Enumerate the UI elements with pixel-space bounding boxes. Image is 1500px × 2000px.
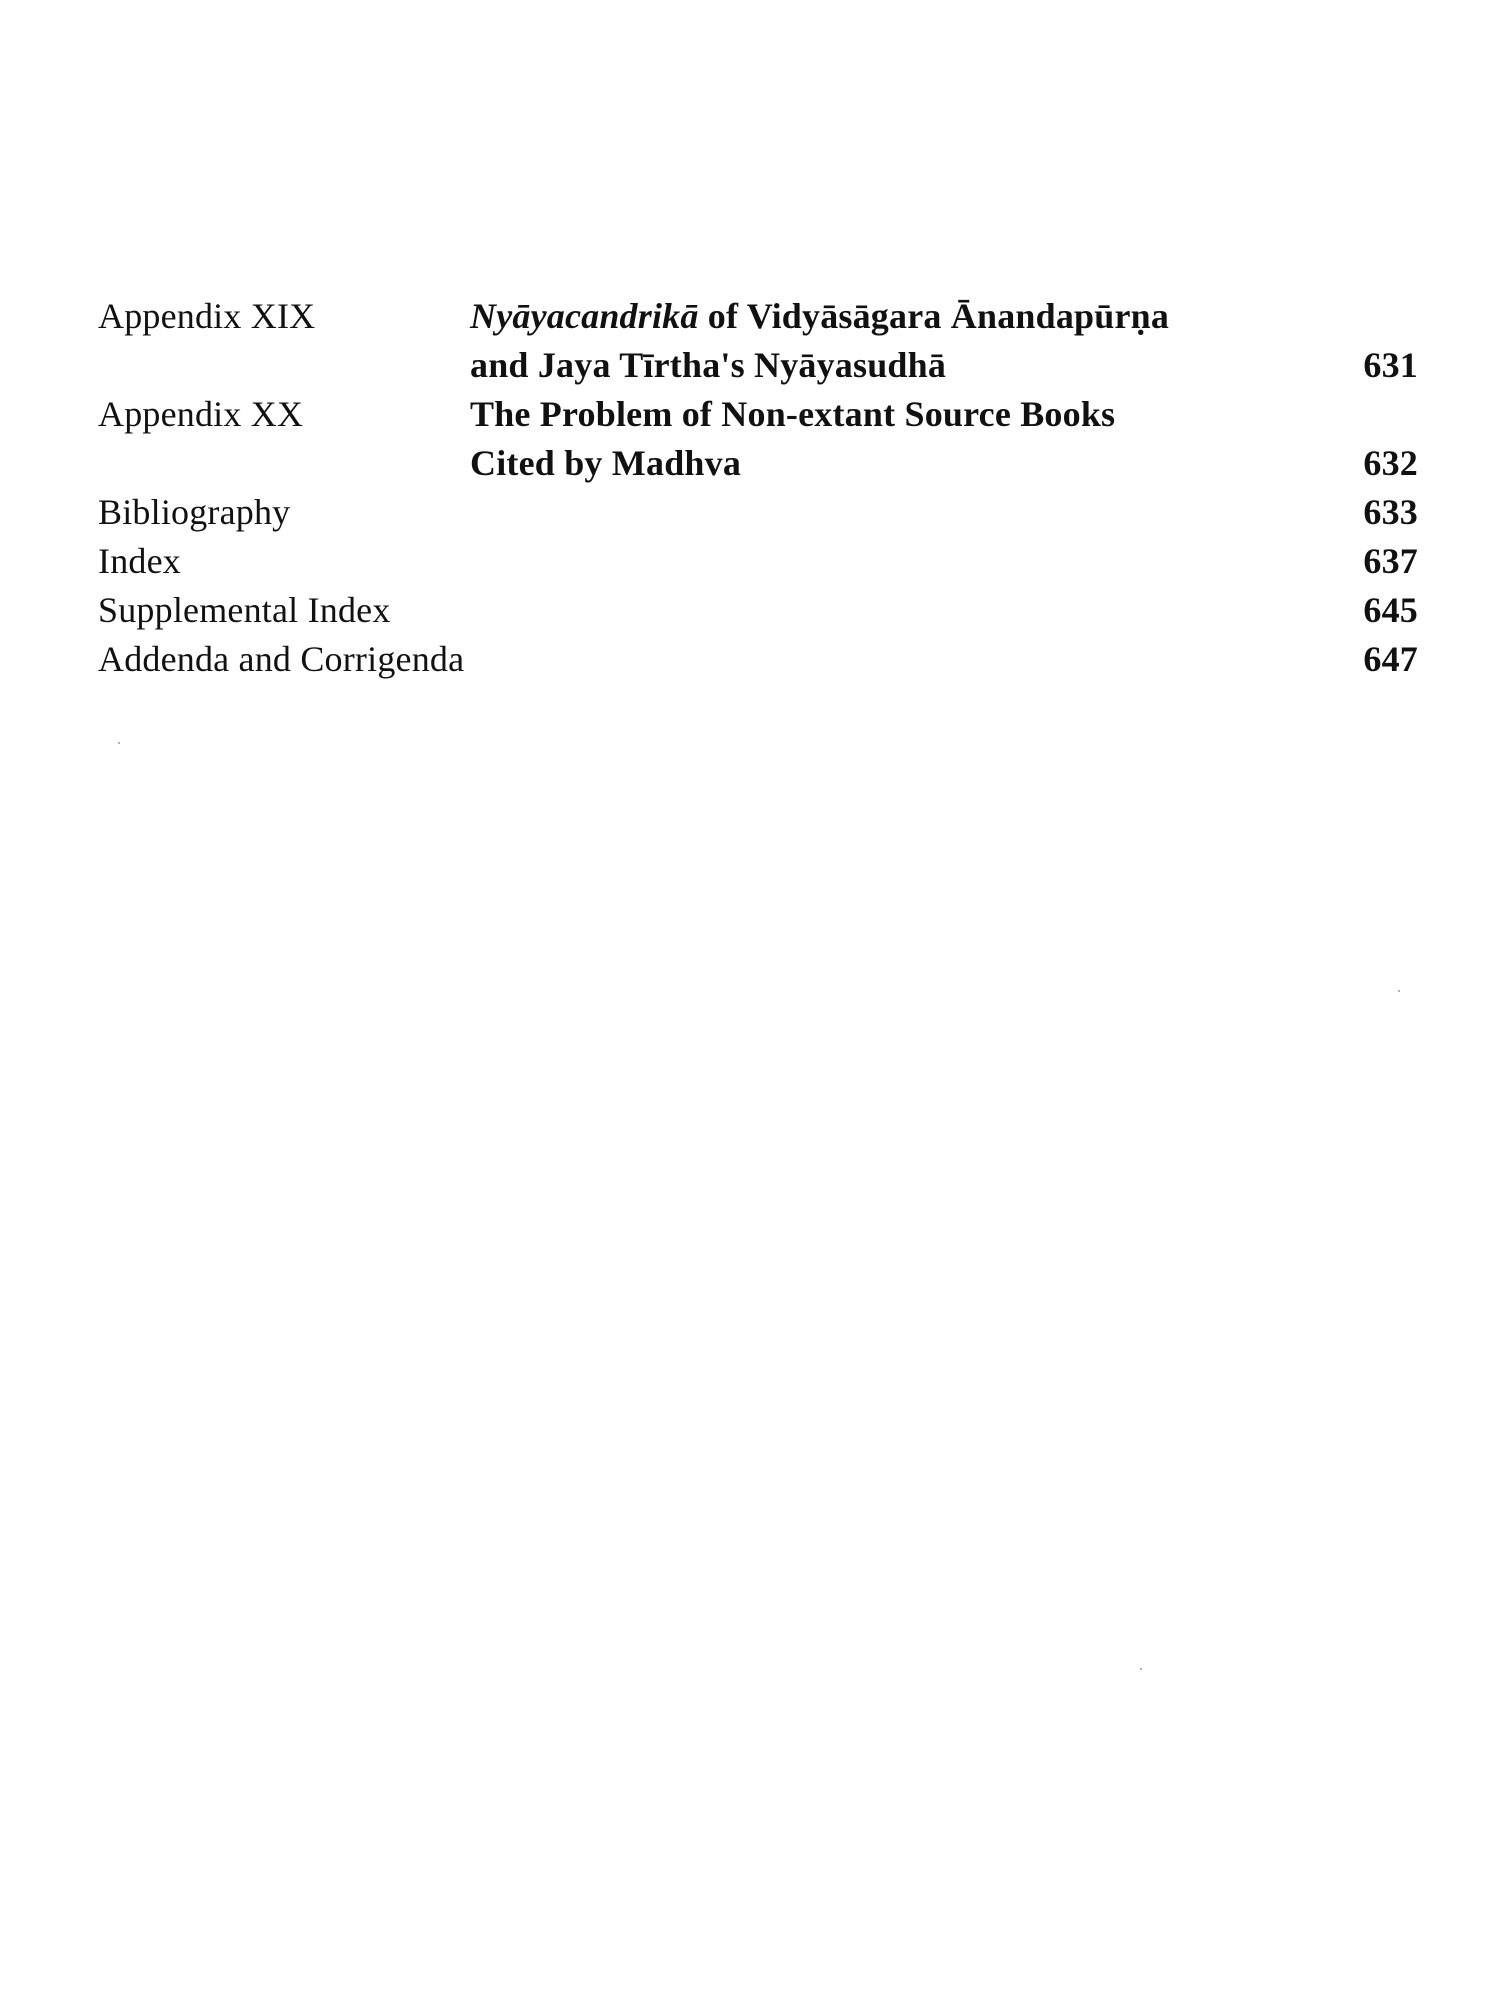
toc-entry-index — [98, 537, 1418, 586]
entry-label: Addenda and Corrigenda — [98, 639, 465, 679]
entry-title-line2: Cited by Madhva — [470, 443, 742, 483]
toc-entry-supplemental-index — [98, 586, 1418, 635]
toc-entry-bibliography — [98, 488, 1418, 537]
entry-page-number: 645 — [1363, 590, 1418, 630]
entry-label: Appendix XIX — [98, 296, 316, 336]
table-of-contents — [98, 292, 1418, 684]
entry-label: Index — [98, 541, 181, 581]
scan-speck — [1140, 1668, 1142, 1670]
toc-entry-appendix-xix — [98, 292, 1418, 341]
entry-title — [470, 292, 1169, 341]
scan-speck — [1398, 990, 1400, 992]
toc-entry-appendix-xx-cont — [98, 439, 1418, 488]
toc-entry-addenda — [98, 635, 1418, 684]
entry-title-italic: Nyāyacandrikā — [470, 296, 699, 336]
entry-label: Appendix XX — [98, 394, 304, 434]
entry-page-number: 637 — [1363, 541, 1418, 581]
entry-page-number: 632 — [1363, 443, 1418, 483]
toc-entry-appendix-xx — [98, 390, 1418, 439]
entry-page-number: 647 — [1363, 639, 1418, 679]
entry-label: Supplemental Index — [98, 590, 391, 630]
entry-title-rest: of Vidyāsāgara Ānandapūrṇa — [698, 296, 1170, 336]
entry-page-number: 631 — [1363, 345, 1418, 385]
entry-label: Bibliography — [98, 492, 291, 532]
entry-title: The Problem of Non-extant Source Books — [470, 394, 1116, 434]
entry-title-line2: and Jaya Tīrtha's Nyāyasudhā — [470, 345, 947, 385]
scan-speck — [118, 742, 120, 744]
toc-entry-appendix-xix-cont — [98, 341, 1418, 390]
entry-page-number: 633 — [1363, 492, 1418, 532]
